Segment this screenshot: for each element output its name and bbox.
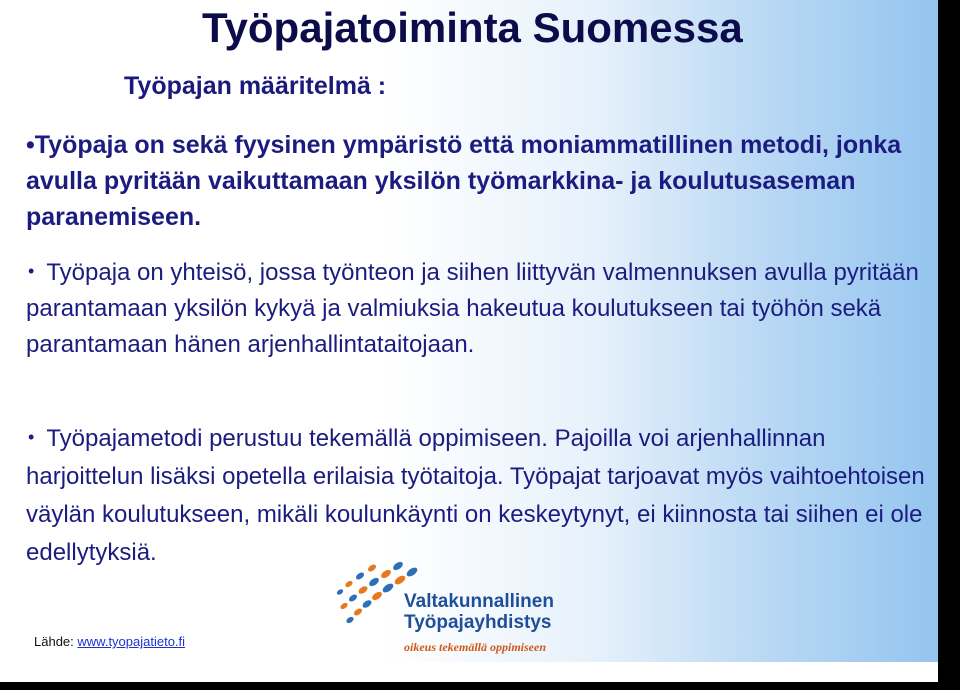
method-text: Työpajametodi perustuu tekemällä oppimiseen. Pajoilla voi arjenhallinnan harjoittelun lisäksi opetella erilaisia työtaitoja. Työpajat tarjoavat myös vaihtoehtoisen väylän koulutukseen, mikäli koulunkäynti on keskeytynyt, ei kiinnosta tai siihen ei ole edellytyksiä.: [26, 425, 925, 566]
definition-heading: Työpajan määritelmä :: [124, 72, 387, 100]
bullet-icon: •: [28, 427, 35, 447]
bottom-strip: [0, 662, 938, 682]
definition-text: Työpaja on sekä fyysinen ympäristö että moniammatillinen metodi, jonka avulla pyritään vaikuttamaan yksilön työmarkkina- ja koulutusaseman paranemiseen.: [26, 131, 902, 231]
source-link[interactable]: www.tyopajatieto.fi: [77, 634, 186, 649]
definition-paragraph: [26, 127, 936, 235]
bullet-icon: •: [26, 131, 35, 159]
right-border: [938, 0, 960, 690]
community-text: Työpaja on yhteisö, jossa työnteon ja siihen liittyvän valmennuksen avulla pyritään parantamaan yksilön kykyä ja valmiuksia hakeutua koulutukseen tai työhön sekä parantamaan hänen arjenhallintataitojaan.: [26, 259, 919, 358]
source-label: Lähde:: [34, 634, 74, 649]
community-paragraph: [26, 253, 936, 363]
method-paragraph: [26, 418, 941, 572]
page-title: Työpajatoiminta Suomessa: [202, 4, 743, 51]
logo-line2: Työpajayhdistys: [404, 612, 552, 633]
logo-slogan: oikeus tekemällä oppimiseen: [404, 640, 546, 654]
logo-line1: Valtakunnallinen: [404, 591, 554, 612]
bullet-icon: •: [28, 261, 35, 281]
valtakunnallinen-tyopajayhdistys-logo: [328, 552, 578, 662]
source-note: [34, 634, 185, 649]
